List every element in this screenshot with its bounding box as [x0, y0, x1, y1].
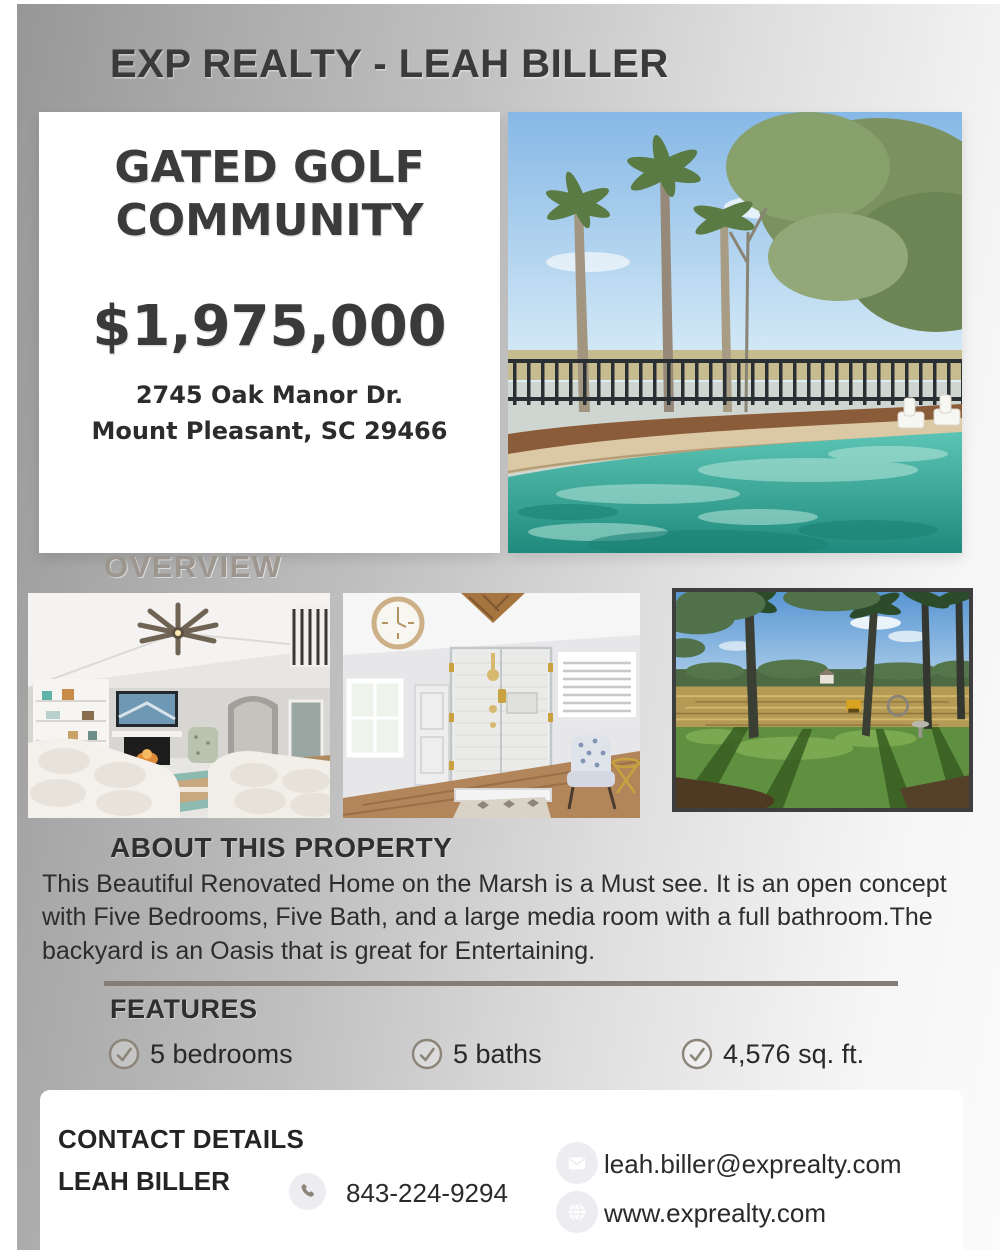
about-heading: ABOUT THIS PROPERTY: [110, 832, 453, 863]
pool-photo: [508, 112, 962, 553]
agency-header-title: EXP REALTY - LEAH BILLER: [110, 42, 669, 86]
website-url: www.exprealty.com: [604, 1198, 827, 1228]
overview-label: OVERVIEW: [104, 549, 283, 584]
feature-item-bedrooms: [108, 1036, 293, 1072]
address-line-2: Mount Pleasant, SC 29466: [91, 417, 448, 445]
feature-item-baths: [411, 1036, 542, 1072]
features-heading: FEATURES: [110, 994, 258, 1024]
check-circle-icon: [411, 1038, 443, 1070]
check-circle-icon: [108, 1038, 140, 1070]
contact-heading: CONTACT DETAILS: [58, 1124, 305, 1154]
agent-name: LEAH BILLER: [58, 1166, 230, 1196]
email-address: leah.biller@exprealty.com: [604, 1149, 902, 1179]
globe-icon: [556, 1191, 598, 1233]
bathroom-shower-photo: [343, 593, 640, 818]
listing-headline: GATED GOLF COMMUNITY: [114, 142, 425, 246]
feature-label: 5 bedrooms: [150, 1038, 293, 1069]
listing-summary-card: [39, 112, 500, 553]
about-body-text: This Beautiful Renovated Home on the Marsh is a Must see. It is an open concept with Five Bedrooms, Five Bath, and a large media room with a full bathroom.The backyard is an Oasis that is great for Entertaining.: [42, 870, 947, 965]
feature-label: 4,576 sq. ft.: [723, 1038, 865, 1069]
address-line-1: 2745 Oak Manor Dr.: [135, 381, 404, 409]
living-room-photo: [28, 593, 330, 818]
phone-icon: [289, 1173, 326, 1210]
listing-price: $1,975,000: [92, 294, 447, 359]
feature-item-sqft: [681, 1036, 864, 1072]
phone-number: 843-224-9294: [346, 1178, 508, 1208]
section-divider: [104, 981, 898, 986]
listing-address: [39, 377, 500, 449]
feature-label: 5 baths: [453, 1038, 542, 1069]
envelope-icon: [556, 1142, 598, 1184]
marsh-backyard-photo: [672, 588, 973, 812]
check-circle-icon: [681, 1038, 713, 1070]
